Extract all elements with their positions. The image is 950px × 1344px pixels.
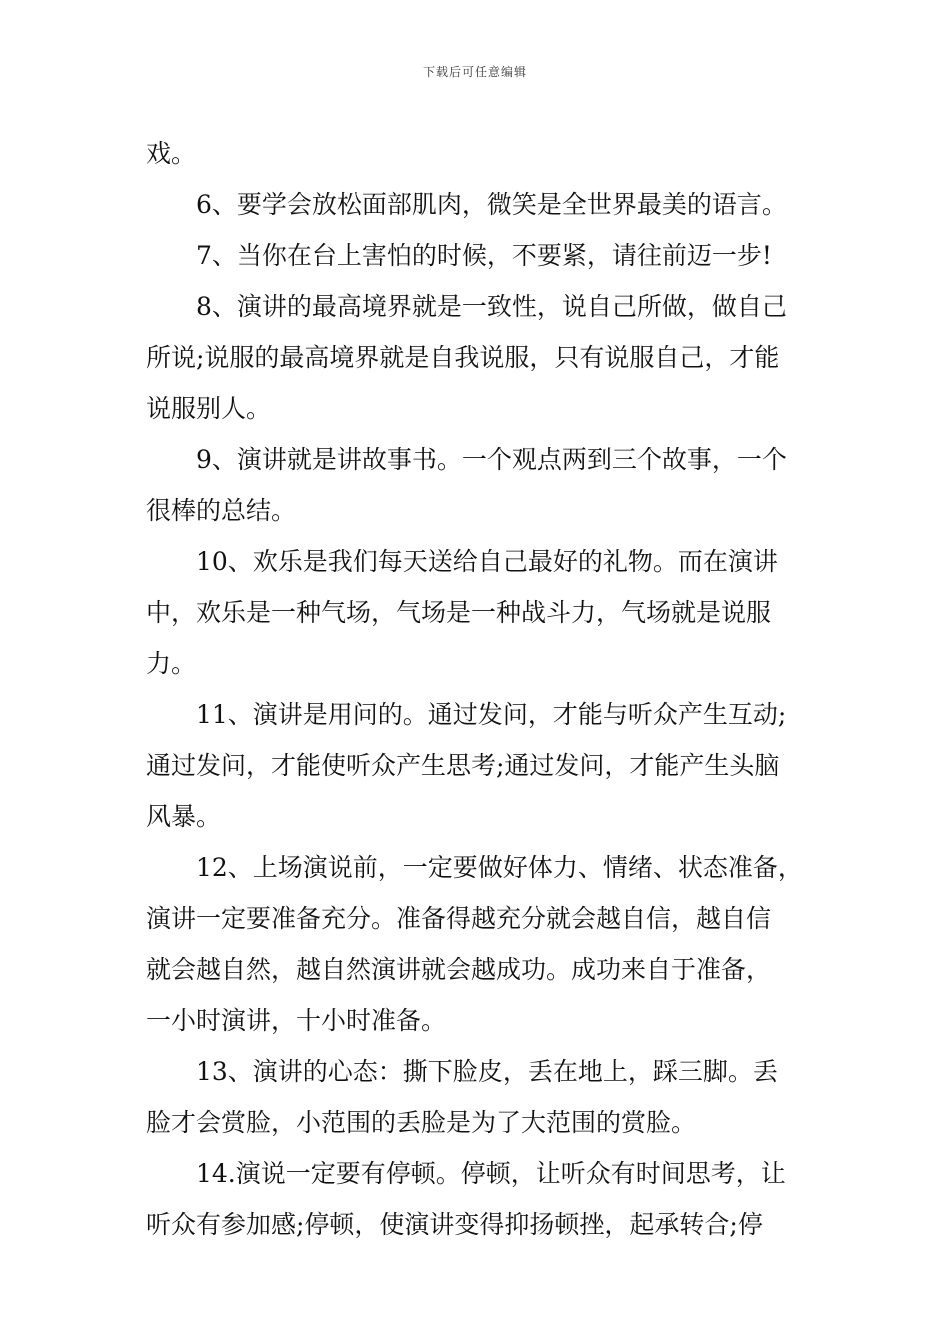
text-line: 10、欢乐是我们每天送给自己最好的礼物。而在演讲 xyxy=(196,547,778,576)
text-line: 6、要学会放松面部肌肉，微笑是全世界最美的语言。 xyxy=(196,190,787,219)
page-header-note: 下载后可任意编辑 xyxy=(422,65,527,79)
text-line: 脸才会赏脸，小范围的丢脸是为了大范围的赏脸。 xyxy=(146,1108,697,1137)
text-line: 12、上场演说前，一定要做好体力、情绪、状态准备， xyxy=(196,853,803,882)
text-line: 说服别人。 xyxy=(146,394,272,423)
text-line: 7、当你在台上害怕的时候，不要紧，请往前迈一步! xyxy=(196,241,772,270)
text-line: 8、演讲的最高境界就是一致性，说自己所做，做自己 xyxy=(196,292,787,321)
text-line: 所说;说服的最高境界就是自我说服，只有说服自己，才能 xyxy=(146,343,780,372)
text-line: 一小时演讲，十小时准备。 xyxy=(146,1006,447,1035)
text-line: 通过发问，才能使听众产生思考;通过发问，才能产生头脑 xyxy=(146,751,780,780)
text-line: 中，欢乐是一种气场，气场是一种战斗力，气场就是说服 xyxy=(146,598,772,627)
text-line: 很棒的总结。 xyxy=(146,496,297,525)
text-line: 就会越自然，越自然演讲就会越成功。成功来自于准备， xyxy=(146,955,772,984)
text-line: 戏。 xyxy=(146,139,197,168)
text-line: 13、演讲的心态：撕下脸皮，丢在地上，踩三脚。丢 xyxy=(196,1057,778,1086)
body-text xyxy=(146,128,808,1250)
text-line: 11、演讲是用问的。通过发问，才能与听众产生互动; xyxy=(196,700,787,729)
text-line: 风暴。 xyxy=(146,802,222,831)
text-line: 14.演说一定要有停顿。停顿，让听众有时间思考，让 xyxy=(196,1159,786,1188)
text-line: 9、演讲就是讲故事书。一个观点两到三个故事，一个 xyxy=(196,445,787,474)
text-line: 力。 xyxy=(146,649,197,678)
text-line: 听众有参加感;停顿，使演讲变得抑扬顿挫，起承转合;停 xyxy=(146,1210,763,1239)
text-line: 演讲一定要准备充分。准备得越充分就会越自信，越自信 xyxy=(146,904,772,933)
